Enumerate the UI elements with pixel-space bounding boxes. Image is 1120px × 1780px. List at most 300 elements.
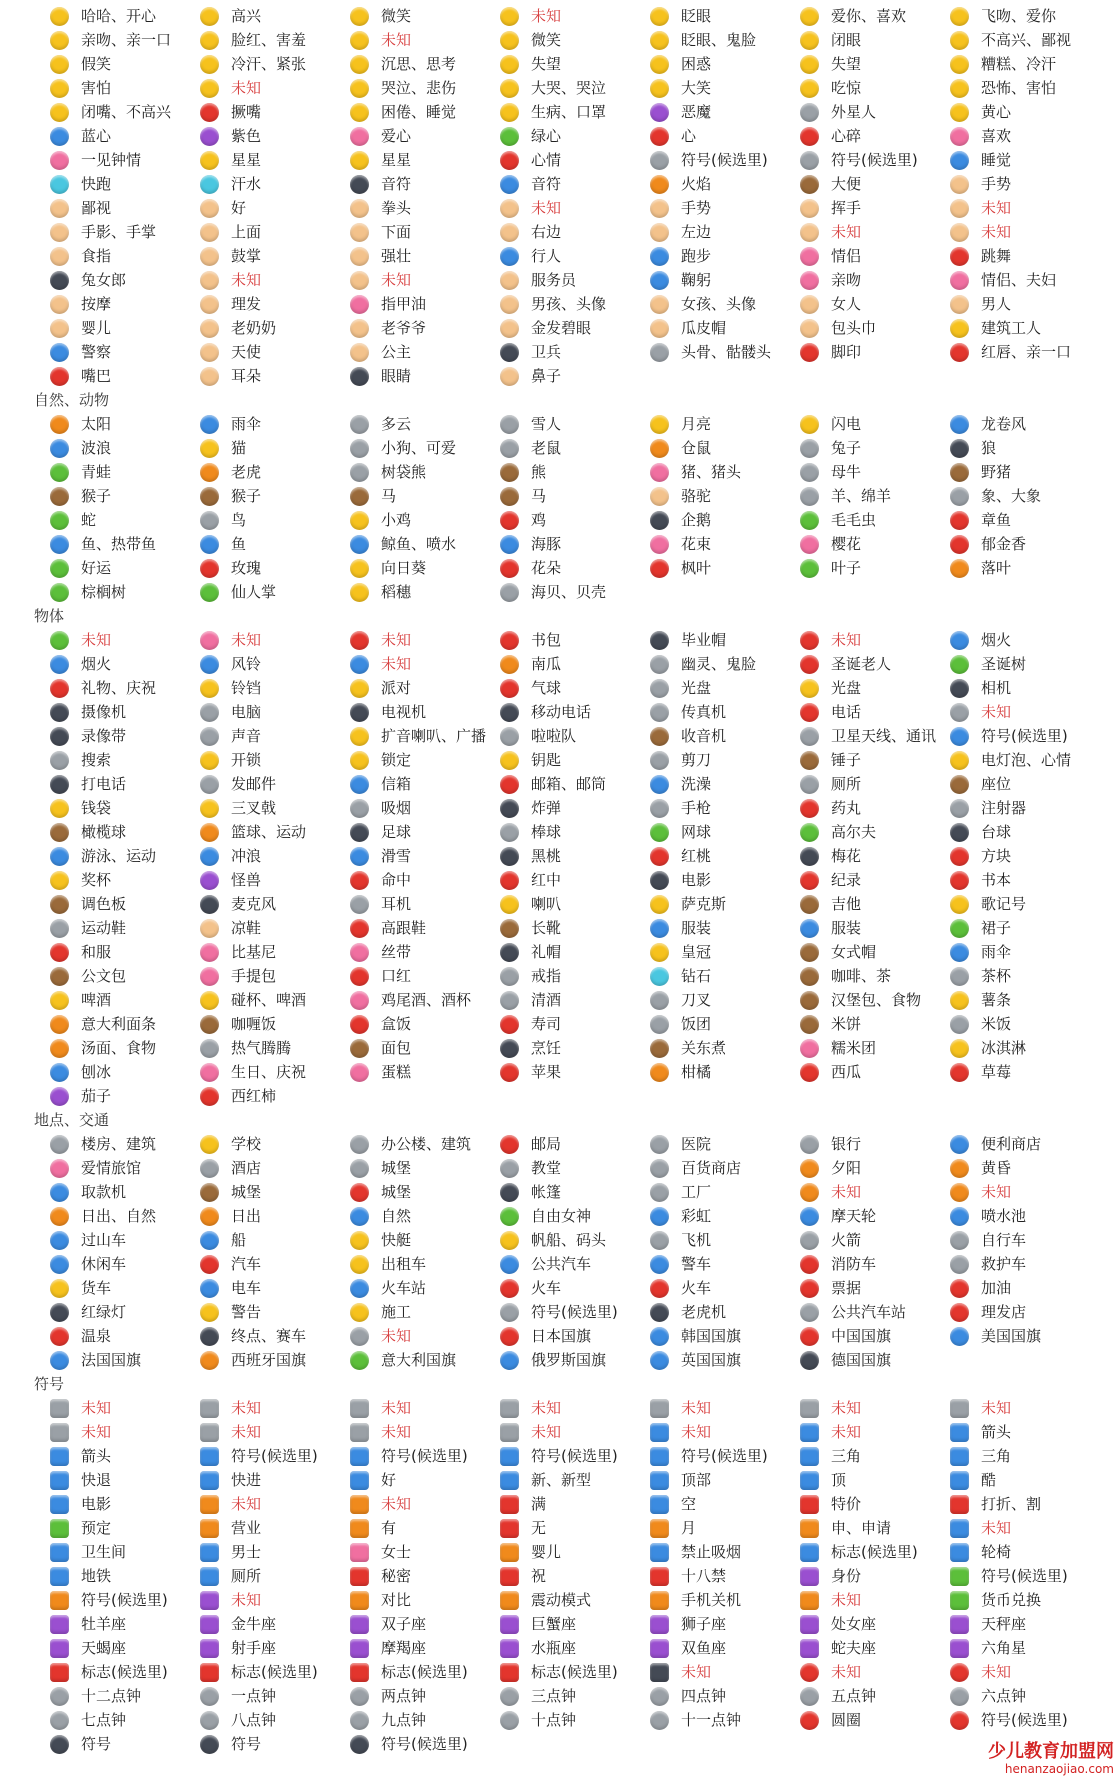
- emoji-icon: [350, 1471, 369, 1490]
- emoji-icon: [350, 175, 369, 194]
- emoji-icon: [50, 703, 69, 722]
- emoji-list-item: [200, 1636, 350, 1660]
- emoji-label: 符号(候选里): [531, 1303, 618, 1321]
- emoji-label: 未知: [231, 1591, 262, 1609]
- emoji-label: 女式帽: [831, 943, 877, 961]
- emoji-list-item: [950, 1396, 1100, 1420]
- emoji-icon: [650, 295, 669, 314]
- emoji-label: 震动模式: [531, 1591, 592, 1609]
- emoji-label: 顶: [831, 1471, 847, 1489]
- emoji-list-item: [650, 28, 800, 52]
- emoji-list-item: [350, 556, 500, 580]
- emoji-list-item: [650, 988, 800, 1012]
- emoji-icon: [800, 295, 819, 314]
- emoji-label: 温泉: [81, 1327, 112, 1345]
- emoji-list-item: [50, 124, 200, 148]
- emoji-icon: [650, 847, 669, 866]
- emoji-icon: [650, 511, 669, 530]
- emoji-icon: [800, 1711, 819, 1730]
- emoji-label: 三点钟: [531, 1687, 577, 1705]
- emoji-label: 猪、猪头: [681, 463, 742, 481]
- emoji-label: 摩天轮: [831, 1207, 877, 1225]
- emoji-icon: [350, 1063, 369, 1082]
- emoji-list-item: [500, 244, 650, 268]
- emoji-label: 快进: [231, 1471, 262, 1489]
- emoji-label: 书包: [531, 631, 562, 649]
- emoji-list-item: [350, 820, 500, 844]
- emoji-label: 录像带: [81, 727, 127, 745]
- emoji-list-item: [200, 1252, 350, 1276]
- emoji-list-item: [950, 4, 1100, 28]
- emoji-icon: [500, 223, 519, 242]
- emoji-label: 未知: [81, 1423, 112, 1441]
- emoji-icon: [50, 535, 69, 554]
- emoji-list-item: [650, 1348, 800, 1372]
- emoji-label: 紫色: [231, 127, 262, 145]
- emoji-list-item: [650, 1060, 800, 1084]
- emoji-list-item: [350, 1468, 500, 1492]
- emoji-label: 未知: [831, 1423, 862, 1441]
- emoji-label: 红唇、亲一口: [981, 343, 1072, 361]
- emoji-icon: [800, 1447, 819, 1466]
- emoji-icon: [200, 1015, 219, 1034]
- emoji-icon: [650, 703, 669, 722]
- emoji-list-item: [950, 772, 1100, 796]
- emoji-icon: [350, 895, 369, 914]
- emoji-label: 一见钟情: [81, 151, 142, 169]
- emoji-label: 箭头: [81, 1447, 112, 1465]
- emoji-icon: [950, 439, 969, 458]
- emoji-icon: [500, 559, 519, 578]
- emoji-icon: [500, 1615, 519, 1634]
- emoji-icon: [650, 655, 669, 674]
- emoji-list-item: [200, 508, 350, 532]
- emoji-icon: [200, 1711, 219, 1730]
- emoji-list-item: [800, 940, 950, 964]
- emoji-icon: [950, 175, 969, 194]
- emoji-icon: [50, 775, 69, 794]
- emoji-list-item: [50, 556, 200, 580]
- emoji-list-item: [200, 1348, 350, 1372]
- emoji-icon: [200, 535, 219, 554]
- emoji-label: 未知: [231, 1423, 262, 1441]
- emoji-label: 瓜皮帽: [681, 319, 727, 337]
- emoji-icon: [650, 463, 669, 482]
- emoji-list-item: [800, 340, 950, 364]
- emoji-list-item: [950, 1468, 1100, 1492]
- emoji-label: 红桃: [681, 847, 712, 865]
- emoji-list-item: [350, 1708, 500, 1732]
- emoji-list-item: [650, 1660, 800, 1684]
- emoji-label: 城堡: [381, 1183, 412, 1201]
- emoji-label: 足球: [381, 823, 412, 841]
- emoji-list-item: [200, 412, 350, 436]
- emoji-icon: [50, 487, 69, 506]
- emoji-icon: [800, 1591, 819, 1610]
- emoji-label: 热气腾腾: [231, 1039, 292, 1057]
- emoji-label: 企鹅: [681, 511, 712, 529]
- emoji-label: 圣诞老人: [831, 655, 892, 673]
- emoji-label: 咖啡、茶: [831, 967, 892, 985]
- emoji-icon: [50, 1399, 69, 1418]
- emoji-label: 戒指: [531, 967, 562, 985]
- emoji-list-item: [650, 268, 800, 292]
- emoji-label: 满: [531, 1495, 547, 1513]
- emoji-icon: [950, 1183, 969, 1202]
- emoji-label: 一点钟: [231, 1687, 277, 1705]
- emoji-label: 无: [531, 1519, 547, 1537]
- emoji-grid: [0, 4, 1120, 388]
- emoji-list-item: [650, 172, 800, 196]
- emoji-list-item: [800, 796, 950, 820]
- emoji-icon: [350, 799, 369, 818]
- emoji-list-item: [200, 484, 350, 508]
- emoji-list-item: [950, 148, 1100, 172]
- emoji-label: 关东煮: [681, 1039, 727, 1057]
- emoji-icon: [50, 727, 69, 746]
- emoji-icon: [50, 511, 69, 530]
- emoji-icon: [350, 247, 369, 266]
- emoji-label: 狮子座: [681, 1615, 727, 1633]
- emoji-list-item: [650, 1588, 800, 1612]
- emoji-list-item: [800, 1012, 950, 1036]
- emoji-label: 南瓜: [531, 655, 562, 673]
- emoji-icon: [50, 655, 69, 674]
- emoji-list-item: [800, 1708, 950, 1732]
- emoji-list-item: [200, 1084, 350, 1108]
- emoji-list-item: [950, 172, 1100, 196]
- emoji-list-item: [500, 412, 650, 436]
- emoji-icon: [500, 991, 519, 1010]
- emoji-label: 米饼: [831, 1015, 862, 1033]
- emoji-list-item: [950, 1636, 1100, 1660]
- emoji-icon: [650, 1303, 669, 1322]
- emoji-list-item: [350, 100, 500, 124]
- emoji-list-item: [350, 916, 500, 940]
- section-title: 物体: [34, 607, 65, 625]
- emoji-icon: [800, 1687, 819, 1706]
- emoji-icon: [50, 1687, 69, 1706]
- emoji-list-item: [200, 556, 350, 580]
- emoji-icon: [800, 631, 819, 650]
- emoji-list-item: [800, 748, 950, 772]
- emoji-list-item: [500, 1588, 650, 1612]
- emoji-label: 花朵: [531, 559, 562, 577]
- emoji-label: 未知: [531, 7, 562, 25]
- emoji-label: 睡觉: [981, 151, 1012, 169]
- emoji-list-item: [350, 1444, 500, 1468]
- emoji-list-item: [800, 1492, 950, 1516]
- emoji-list-item: [650, 1324, 800, 1348]
- emoji-list-item: [800, 1036, 950, 1060]
- emoji-sections: [0, 4, 1120, 1756]
- emoji-list-item: [50, 868, 200, 892]
- emoji-icon: [950, 31, 969, 50]
- emoji-list-item: [950, 1420, 1100, 1444]
- emoji-label: 便利商店: [981, 1135, 1042, 1153]
- emoji-label: 未知: [231, 79, 262, 97]
- emoji-icon: [800, 1639, 819, 1658]
- emoji-label: 运动鞋: [81, 919, 127, 937]
- emoji-label: 老鼠: [531, 439, 562, 457]
- emoji-list-item: [650, 1492, 800, 1516]
- emoji-list-item: [950, 1204, 1100, 1228]
- emoji-icon: [950, 655, 969, 674]
- emoji-icon: [800, 1303, 819, 1322]
- emoji-icon: [800, 991, 819, 1010]
- emoji-icon: [650, 631, 669, 650]
- emoji-list-item: [950, 940, 1100, 964]
- emoji-list-item: [50, 892, 200, 916]
- emoji-label: 枫叶: [681, 559, 712, 577]
- emoji-label: 月亮: [681, 415, 712, 433]
- emoji-list-item: [350, 1132, 500, 1156]
- emoji-label: 和服: [81, 943, 112, 961]
- emoji-list-item: [500, 748, 650, 772]
- emoji-list-item: [800, 436, 950, 460]
- emoji-label: 服装: [681, 919, 712, 937]
- emoji-label: 厕所: [831, 775, 862, 793]
- emoji-list-item: [650, 436, 800, 460]
- emoji-list-item: [500, 340, 650, 364]
- emoji-label: 医院: [681, 1135, 712, 1153]
- emoji-label: 风铃: [231, 655, 262, 673]
- emoji-list-item: [500, 196, 650, 220]
- emoji-list-item: [350, 1204, 500, 1228]
- emoji-icon: [650, 1063, 669, 1082]
- emoji-list-item: [650, 964, 800, 988]
- emoji-list-item: [50, 1180, 200, 1204]
- emoji-label: 刨冰: [81, 1063, 112, 1081]
- emoji-icon: [50, 295, 69, 314]
- emoji-icon: [350, 1159, 369, 1178]
- emoji-list-item: [800, 1684, 950, 1708]
- emoji-list-item: [200, 340, 350, 364]
- section-1: [0, 388, 1120, 604]
- emoji-list-item: [800, 268, 950, 292]
- emoji-icon: [200, 1543, 219, 1562]
- emoji-label: 货车: [81, 1279, 112, 1297]
- emoji-list-item: [200, 268, 350, 292]
- emoji-icon: [650, 223, 669, 242]
- emoji-icon: [500, 31, 519, 50]
- emoji-label: 音符: [381, 175, 412, 193]
- emoji-list-item: [950, 1588, 1100, 1612]
- emoji-label: 音符: [531, 175, 562, 193]
- emoji-list-item: [200, 196, 350, 220]
- emoji-list-item: [200, 1300, 350, 1324]
- emoji-list-item: [650, 508, 800, 532]
- emoji-icon: [500, 1567, 519, 1586]
- emoji-label: 树袋熊: [381, 463, 427, 481]
- emoji-label: 食指: [81, 247, 112, 265]
- emoji-list-item: [350, 700, 500, 724]
- emoji-icon: [350, 919, 369, 938]
- emoji-list-item: [500, 1444, 650, 1468]
- emoji-list-item: [500, 892, 650, 916]
- emoji-list-item: [350, 1684, 500, 1708]
- emoji-icon: [50, 1615, 69, 1634]
- emoji-label: 身份: [831, 1567, 862, 1585]
- emoji-icon: [50, 679, 69, 698]
- emoji-label: 汉堡包、食物: [831, 991, 922, 1009]
- emoji-label: 眨眼、鬼脸: [681, 31, 757, 49]
- emoji-icon: [350, 319, 369, 338]
- emoji-label: 猴子: [231, 487, 262, 505]
- emoji-list-item: [350, 340, 500, 364]
- emoji-list-item: [500, 124, 650, 148]
- emoji-icon: [350, 463, 369, 482]
- emoji-list-item: [950, 1180, 1100, 1204]
- emoji-icon: [650, 1135, 669, 1154]
- emoji-label: 未知: [81, 1399, 112, 1417]
- emoji-label: 电影: [81, 1495, 112, 1513]
- emoji-icon: [350, 487, 369, 506]
- emoji-label: 自然: [381, 1207, 412, 1225]
- emoji-list-item: [350, 748, 500, 772]
- emoji-icon: [500, 1231, 519, 1250]
- emoji-list-item: [350, 1228, 500, 1252]
- emoji-label: 手机关机: [681, 1591, 742, 1609]
- emoji-icon: [650, 79, 669, 98]
- emoji-list-item: [800, 1660, 950, 1684]
- emoji-list-item: [50, 1012, 200, 1036]
- emoji-list-item: [500, 1684, 650, 1708]
- emoji-icon: [500, 679, 519, 698]
- emoji-list-item: [350, 1492, 500, 1516]
- emoji-label: 帆船、码头: [531, 1231, 607, 1249]
- emoji-list-item: [800, 1588, 950, 1612]
- emoji-list-item: [500, 628, 650, 652]
- emoji-label: 亲吻: [831, 271, 862, 289]
- emoji-label: 雨伞: [231, 415, 262, 433]
- emoji-label: 海贝、贝壳: [531, 583, 607, 601]
- emoji-icon: [500, 943, 519, 962]
- emoji-label: 未知: [381, 271, 412, 289]
- emoji-label: 茶杯: [981, 967, 1012, 985]
- emoji-label: 帐篷: [531, 1183, 562, 1201]
- emoji-icon: [950, 127, 969, 146]
- emoji-icon: [350, 1735, 369, 1754]
- emoji-icon: [500, 367, 519, 386]
- emoji-label: 波浪: [81, 439, 112, 457]
- emoji-list-item: [950, 676, 1100, 700]
- emoji-list-item: [50, 1708, 200, 1732]
- emoji-label: 电影: [681, 871, 712, 889]
- emoji-label: 礼帽: [531, 943, 562, 961]
- emoji-label: 篮球、运动: [231, 823, 307, 841]
- emoji-label: 未知: [831, 631, 862, 649]
- emoji-list-item: [500, 220, 650, 244]
- emoji-icon: [200, 79, 219, 98]
- emoji-label: 落叶: [981, 559, 1012, 577]
- emoji-label: 樱花: [831, 535, 862, 553]
- emoji-list-item: [50, 844, 200, 868]
- emoji-list-item: [50, 76, 200, 100]
- emoji-list-item: [200, 172, 350, 196]
- emoji-icon: [50, 439, 69, 458]
- emoji-icon: [500, 847, 519, 866]
- emoji-icon: [800, 175, 819, 194]
- emoji-icon: [800, 1663, 819, 1682]
- emoji-list-item: [350, 1612, 500, 1636]
- emoji-label: 搜索: [81, 751, 112, 769]
- emoji-icon: [50, 1207, 69, 1226]
- emoji-icon: [650, 175, 669, 194]
- emoji-list-item: [950, 988, 1100, 1012]
- emoji-icon: [350, 823, 369, 842]
- emoji-icon: [950, 1063, 969, 1082]
- emoji-label: 未知: [831, 1399, 862, 1417]
- emoji-icon: [50, 79, 69, 98]
- emoji-label: 酷: [981, 1471, 997, 1489]
- emoji-list-item: [50, 1660, 200, 1684]
- emoji-icon: [950, 1423, 969, 1442]
- emoji-label: 手影、手掌: [81, 223, 157, 241]
- emoji-list-item: [800, 1348, 950, 1372]
- emoji-label: 扩音喇叭、广播: [381, 727, 487, 745]
- emoji-list-item: [50, 1396, 200, 1420]
- emoji-label: 行人: [531, 247, 562, 265]
- emoji-list-item: [500, 724, 650, 748]
- emoji-label: 未知: [531, 199, 562, 217]
- emoji-label: 手势: [681, 199, 712, 217]
- emoji-icon: [800, 223, 819, 242]
- emoji-icon: [800, 7, 819, 26]
- emoji-list-item: [50, 52, 200, 76]
- emoji-icon: [200, 1471, 219, 1490]
- emoji-icon: [800, 1615, 819, 1634]
- emoji-list-item: [50, 676, 200, 700]
- emoji-icon: [950, 1207, 969, 1226]
- emoji-icon: [950, 55, 969, 74]
- emoji-label: 处女座: [831, 1615, 877, 1633]
- emoji-icon: [50, 1447, 69, 1466]
- emoji-icon: [350, 1039, 369, 1058]
- emoji-list-item: [200, 1324, 350, 1348]
- emoji-label: 未知: [681, 1399, 712, 1417]
- emoji-list-item: [650, 340, 800, 364]
- emoji-icon: [650, 1447, 669, 1466]
- emoji-list-item: [50, 196, 200, 220]
- emoji-label: 调色板: [81, 895, 127, 913]
- emoji-label: 钥匙: [531, 751, 562, 769]
- emoji-icon: [800, 655, 819, 674]
- emoji-icon: [800, 559, 819, 578]
- emoji-list-item: [800, 1324, 950, 1348]
- emoji-label: 婴儿: [81, 319, 112, 337]
- emoji-icon: [50, 1471, 69, 1490]
- emoji-label: 祝: [531, 1567, 547, 1585]
- emoji-icon: [950, 919, 969, 938]
- emoji-icon: [500, 103, 519, 122]
- emoji-label: 麦克风: [231, 895, 277, 913]
- emoji-label: 打折、割: [981, 1495, 1042, 1513]
- emoji-icon: [200, 631, 219, 650]
- emoji-label: 未知: [231, 271, 262, 289]
- emoji-list-item: [50, 532, 200, 556]
- emoji-label: 兔女郎: [81, 271, 127, 289]
- emoji-list-item: [950, 76, 1100, 100]
- emoji-icon: [800, 511, 819, 530]
- emoji-list-item: [800, 1420, 950, 1444]
- emoji-icon: [650, 1015, 669, 1034]
- emoji-icon: [500, 127, 519, 146]
- emoji-list-item: [50, 1468, 200, 1492]
- emoji-icon: [800, 247, 819, 266]
- emoji-label: 凉鞋: [231, 919, 262, 937]
- emoji-list-item: [500, 1420, 650, 1444]
